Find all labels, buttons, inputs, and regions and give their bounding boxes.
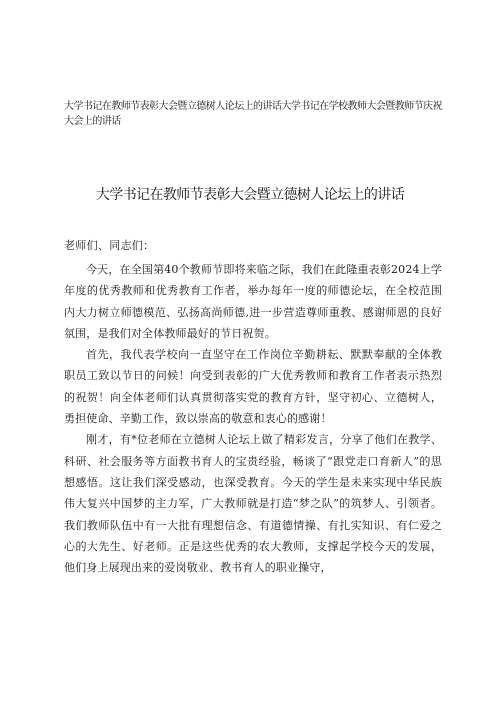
document-header: 大学书记在教师节表彰大会暨立德树人论坛上的讲话大学书记在学校教师大会暨教师节庆祝大会上的讲话 <box>64 101 442 127</box>
speech-body <box>64 259 442 578</box>
paragraph: 刚才，有*位老师在立德树人论坛上做了精彩发言，分享了他们在教学、科研、社会服务等方面教书育人的宝贵经验，畅谈了“跟党走口育新人”的思想感悟。这让我们深受感动，也深受教育。今天的学生是未来实现中华民族伟大复兴中国梦的主力军，广大教师就是打造“梦之队”的筑梦人、引领者。我们教师队伍中有一大批有理想信念、有道德情操、有扎实知识、有仁爱之心的大先生、好老师。正是这些优秀的农大教师，支撑起学校今天的发展，他们身上展现出来的爱岗敬业、教书育人的职业操守， <box>64 433 442 575</box>
document-title: 大学书记在教师节表彰大会暨立德树人论坛上的讲话 <box>95 187 405 203</box>
paragraph: 首先，我代表学校向一直坚守在工作岗位辛勤耕耘、默默奉献的全体教职员工致以节日的问候！向受到表彰的广大优秀教师和教育工作者表示热烈的祝贺！向全体老师们认真贯彻落实党的教育方针，坚守初心、立德树人，勇担使命、辛勤工作，致以崇高的敬意和衷心的感谢！ <box>64 348 442 426</box>
salutation: 老师们、同志们： <box>64 239 155 252</box>
paragraph: 今天，在全国第40个教师节即将来临之际，我们在此隆重表彰2024上学年度的优秀教师和优秀教育工作者，举办每年一度的师德论坛，在全校范围内大力树立师德模范、弘扬高尚师德,进一步营造尊师重教、感谢师恩的良好氛围，是我们对全体教师最好的节日祝贺。 <box>64 263 442 340</box>
